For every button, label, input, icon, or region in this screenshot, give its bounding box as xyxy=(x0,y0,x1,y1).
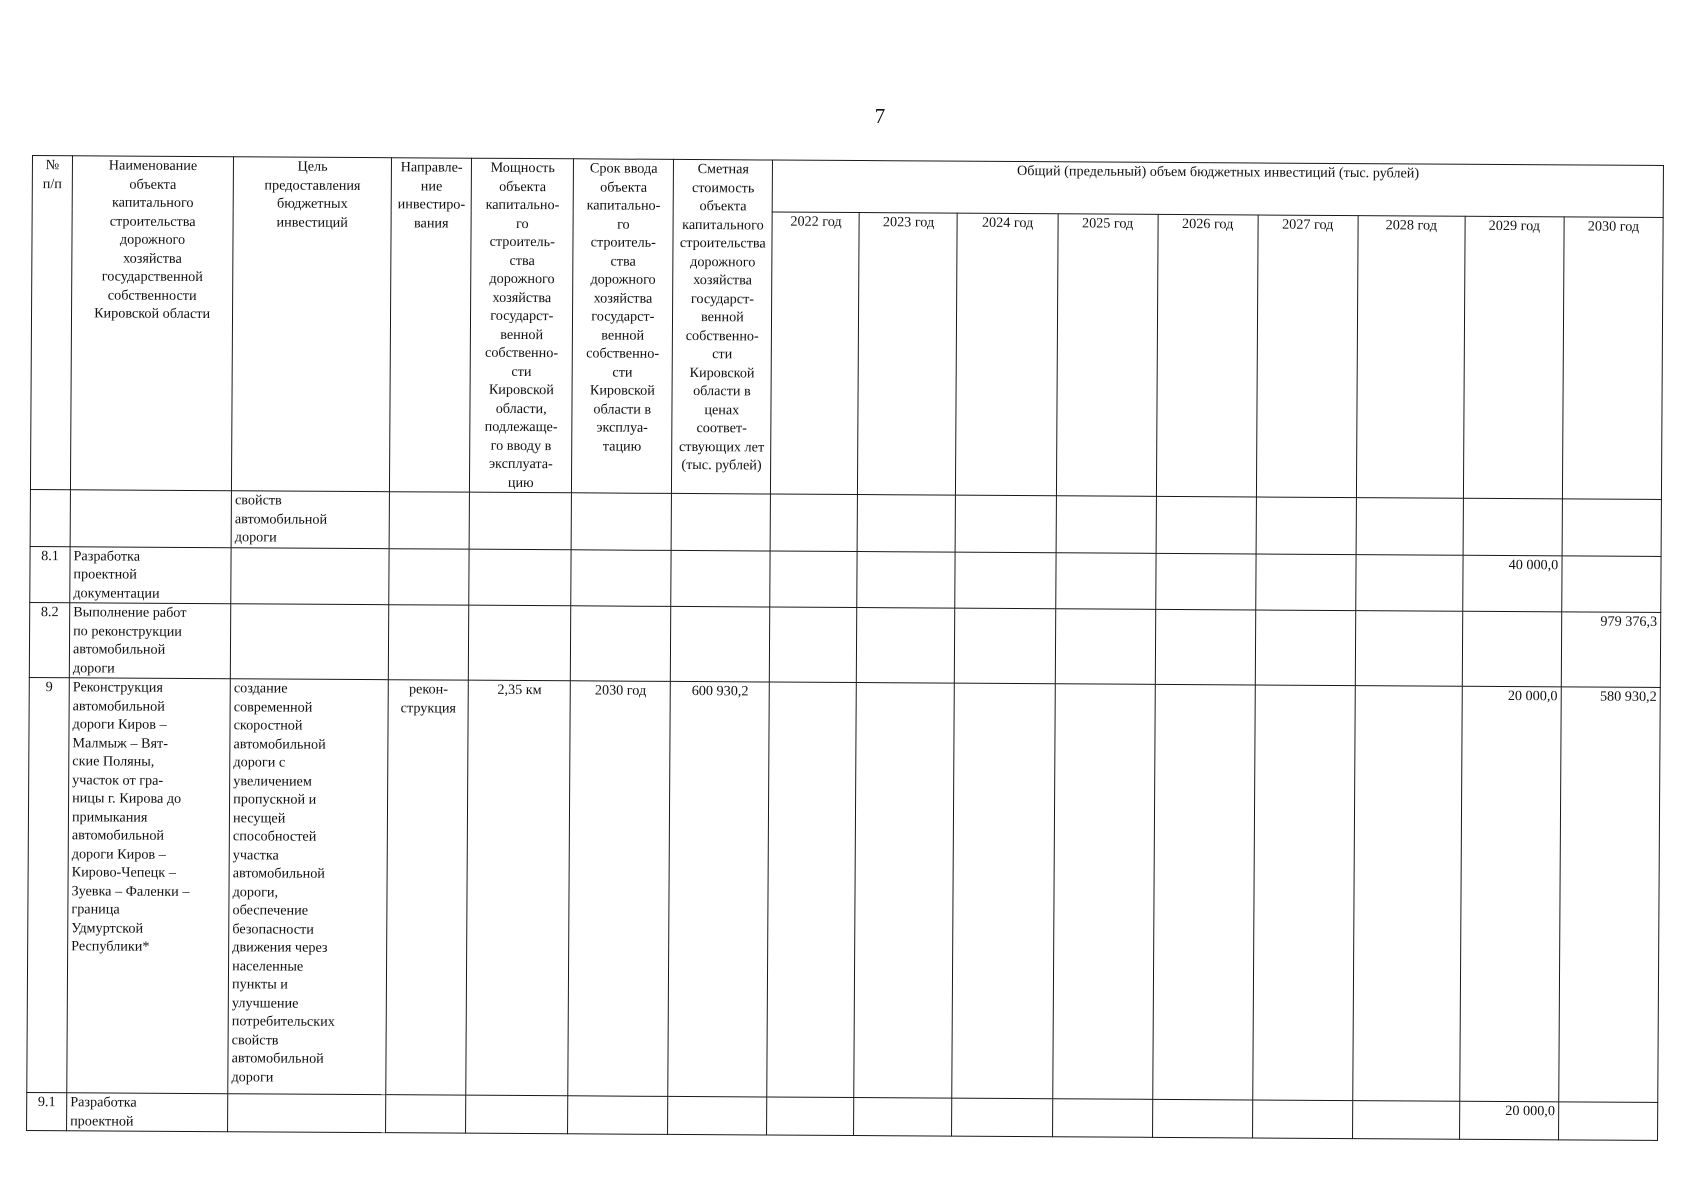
row-value xyxy=(1252,1100,1352,1139)
row-value xyxy=(1356,498,1463,555)
row-value xyxy=(767,1097,854,1136)
row-value xyxy=(1156,496,1256,553)
row-value xyxy=(1562,555,1662,612)
row-capacity xyxy=(469,492,571,549)
row-number xyxy=(30,489,70,546)
row-value: 40 000,0 xyxy=(1462,555,1561,612)
row-goal xyxy=(228,1094,386,1133)
row-value xyxy=(770,551,857,608)
row-cost xyxy=(671,606,771,682)
row-capacity: 2,35 км xyxy=(466,680,571,1096)
header-year: 2030 год xyxy=(1562,217,1663,500)
row-value xyxy=(1052,684,1155,1100)
row-term xyxy=(571,493,671,550)
row-value xyxy=(1352,686,1462,1102)
row-value xyxy=(1355,554,1462,611)
header-col-estimated-cost: Сметная стоимость объекта капитального строительства дорожного хозяйства государст- венной собственно- сти Кировской области в ценах соответ- ствующих лет (тыс. рублей) xyxy=(672,159,773,494)
row-number: 8.2 xyxy=(29,602,69,677)
row-goal: свойств автомобильной дороги xyxy=(231,491,389,548)
row-value xyxy=(1155,553,1255,610)
row-value xyxy=(854,1098,952,1137)
row-term xyxy=(571,549,671,606)
row-value xyxy=(1055,552,1155,609)
row-value xyxy=(857,608,956,684)
header-col-commissioning-term: Срок ввода объекта капитально- го строитель- ства дорожного хозяйства государст- венной собственно- сти Кировской области в эксплуа- тацию xyxy=(572,159,674,494)
budget-investment-table xyxy=(26,155,1664,1141)
row-value xyxy=(858,495,956,552)
row-value: 20 000,0 xyxy=(1459,686,1561,1102)
row-cost xyxy=(668,1096,767,1135)
row-goal xyxy=(231,547,389,604)
header-year: 2022 год xyxy=(771,212,860,495)
row-value xyxy=(1155,609,1256,685)
row-capacity xyxy=(466,1095,568,1134)
header-col-object-name: Наименование объекта капитального строительства дорожного хозяйства государственной собственности Кировской области xyxy=(70,156,233,491)
header-year: 2028 год xyxy=(1356,216,1465,499)
row-term xyxy=(571,606,672,682)
row-direction xyxy=(386,1095,466,1133)
row-value: 20 000,0 xyxy=(1459,1101,1558,1140)
row-value xyxy=(1256,497,1356,554)
table-row xyxy=(27,677,1661,1102)
row-object-name: Разработка проектной xyxy=(67,1093,228,1132)
row-value xyxy=(1056,496,1156,553)
page-number: 7 xyxy=(874,104,886,128)
row-cost: 600 930,2 xyxy=(668,681,770,1097)
row-cost xyxy=(671,550,770,607)
row-value: 580 930,2 xyxy=(1559,687,1661,1103)
row-value xyxy=(1355,611,1463,687)
row-value xyxy=(1252,685,1355,1101)
row-value xyxy=(767,682,857,1098)
row-value xyxy=(770,494,857,551)
row-value xyxy=(1052,1099,1152,1138)
row-value xyxy=(854,683,955,1099)
table-row xyxy=(30,489,1661,555)
row-direction: рекон- струкция xyxy=(386,680,469,1095)
row-value xyxy=(956,495,1056,552)
row-object-name: Выполнение работ по реконструкции автомобильной дороги xyxy=(69,603,231,679)
header-year: 2025 год xyxy=(1056,214,1158,497)
row-value xyxy=(1152,1099,1252,1138)
row-term xyxy=(568,1096,668,1135)
header-col-goal: Цель предоставления бюджетных инвестиций xyxy=(232,157,392,492)
header-col-direction: Направле- ние инвестиро- вания xyxy=(390,158,472,492)
row-goal xyxy=(230,604,389,680)
row-object-name xyxy=(70,490,231,547)
row-capacity xyxy=(469,549,571,606)
row-number: 9.1 xyxy=(27,1092,67,1130)
row-value xyxy=(857,551,955,608)
row-object-name: Реконструкция автомобильной дороги Киров – Малмыж – Вят- ские Поляны, участок от гра- ницы г. Кирова до примыкания автомобильной дороги Киров – Кирово-Чепецк – Зуевка – Фаленки – граница Удмуртской Республики* xyxy=(67,678,231,1094)
row-value xyxy=(1255,610,1356,686)
header-col-total-investment: Общий (предельный) объем бюджетных инвестиций (тыс. рублей) xyxy=(773,160,1664,217)
row-value xyxy=(952,683,1055,1099)
row-object-name: Разработка проектной документации xyxy=(70,546,231,603)
row-value xyxy=(955,552,1055,609)
header-col-capacity: Мощность объекта капитально- го строитель- ства дорожного хозяйства государст- венной собственно- сти Кировской области, подлежаще- го вводу в эксплуата- цию xyxy=(470,158,574,493)
row-value xyxy=(1352,1101,1459,1140)
row-term: 2030 год xyxy=(568,681,671,1097)
row-capacity xyxy=(469,605,572,681)
header-year: 2027 год xyxy=(1256,215,1358,498)
row-number: 9 xyxy=(27,677,70,1092)
header-row-top xyxy=(32,156,1663,218)
header-year: 2026 год xyxy=(1156,214,1258,497)
row-value xyxy=(770,607,858,683)
row-direction xyxy=(389,605,470,680)
row-value xyxy=(1152,684,1255,1100)
row-value xyxy=(1055,609,1156,685)
row-value xyxy=(1562,499,1662,556)
row-value xyxy=(955,608,1056,684)
row-value xyxy=(1463,498,1562,555)
header-year: 2029 год xyxy=(1463,216,1564,499)
header-year: 2023 год xyxy=(858,213,958,496)
row-value xyxy=(1462,611,1562,687)
row-value xyxy=(1255,553,1355,610)
table-row xyxy=(30,546,1661,612)
row-value xyxy=(952,1098,1052,1137)
row-direction xyxy=(389,492,469,549)
table-row xyxy=(29,602,1660,687)
row-goal: создание современной скоростной автомобильной дороги с увеличением пропускной и несущей способностей участка автомобильной дороги, обеспечение безопасности движения через населенные пункты и улучшение потребительских свойств автомобильной дороги xyxy=(228,679,389,1095)
header-year: 2024 год xyxy=(956,213,1058,496)
row-value xyxy=(1558,1102,1657,1141)
row-number: 8.1 xyxy=(30,546,70,603)
row-cost xyxy=(671,493,770,550)
row-direction xyxy=(389,548,469,605)
header-col-number: № п/п xyxy=(30,156,72,490)
row-value: 979 376,3 xyxy=(1561,612,1661,688)
